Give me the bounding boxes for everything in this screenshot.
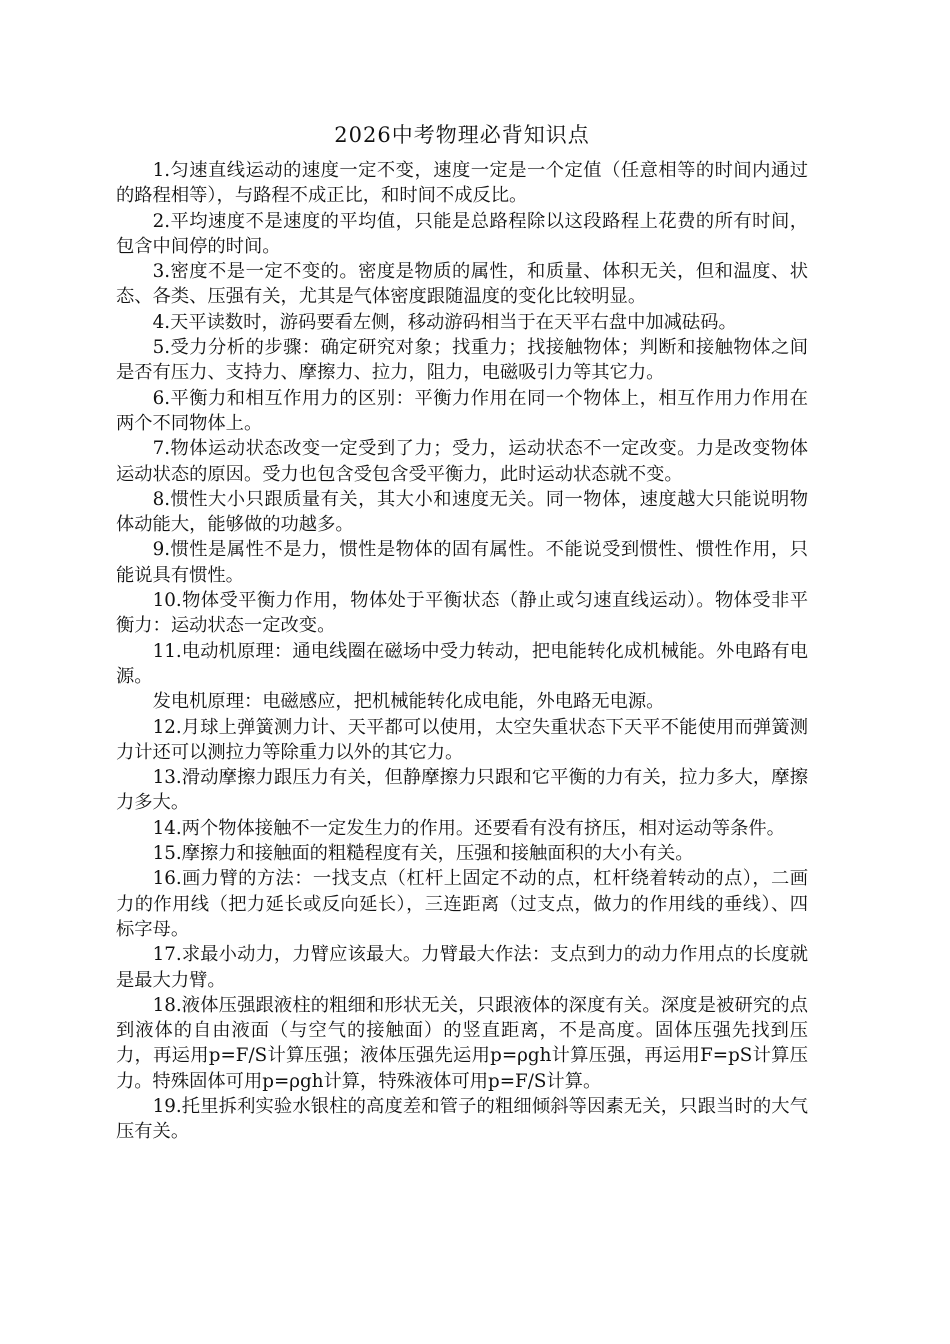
paragraph-14: 14.两个物体接触不一定发生力的作用。还要看有没有挤压，相对运动等条件。 (152, 817, 785, 839)
paragraph-12: 12.月球上弹簧测力计、天平都可以使用，太空失重状态下天平不能使用而弹簧测力计还可以测拉力等除重力以外的其它力。 (116, 716, 808, 763)
paragraph-2: 2.平均速度不是速度的平均值，只能是总路程除以这段路程上花费的所有时间，包含中间停的时间。 (116, 210, 808, 257)
paragraph-11-generator: 发电机原理：电磁感应，把机械能转化成电能，外电路无电源。 (152, 691, 665, 713)
document-page (116, 118, 808, 1145)
paragraph-6: 6.平衡力和相互作用力的区别：平衡力作用在同一个物体上，相互作用力作用在两个不同物体上。 (116, 387, 808, 434)
paragraph-15: 15.摩擦力和接触面的粗糙程度有关，压强和接触面积的大小有关。 (152, 843, 694, 865)
paragraph-16: 16.画力臂的方法：一找支点（杠杆上固定不动的点，杠杆绕着转动的点），二画力的作用线（把力延长或反向延长），三连距离（过支点，做力的作用线的垂线）、四标字母。 (116, 868, 808, 940)
paragraph-10: 10.物体受平衡力作用，物体处于平衡状态（静止或匀速直线运动）。物体受非平衡力：运动状态一定改变。 (116, 590, 808, 637)
paragraph-19: 19.托里拆利实验水银柱的高度差和管子的粗细倾斜等因素无关，只跟当时的大气压有关。 (116, 1095, 808, 1143)
paragraph-9: 9.惯性是属性不是力，惯性是物体的固有属性。不能说受到惯性、惯性作用，只能说具有惯性。 (116, 539, 808, 586)
paragraph-13: 13.滑动摩擦力跟压力有关，但静摩擦力只跟和它平衡的力有关，拉力多大，摩擦力多大。 (116, 767, 808, 814)
paragraph-17: 17.求最小动力，力臂应该最大。力臂最大作法：支点到力的动力作用点的长度就是最大力臂。 (116, 944, 808, 991)
paragraph-4: 4.天平读数时，游码要看左侧，移动游码相当于在天平右盘中加减砝码。 (152, 311, 737, 333)
paragraph-5: 5.受力分析的步骤：确定研究对象；找重力；找接触物体；判断和接触物体之间是否有压力、支持力、摩擦力、拉力，阻力，电磁吸引力等其它力。 (116, 337, 808, 384)
paragraph-8: 8.惯性大小只跟质量有关，其大小和速度无关。同一物体，速度越大只能说明物体动能大，能够做的功越多。 (116, 488, 808, 536)
document-body (116, 158, 808, 1145)
paragraph-11: 11.电动机原理：通电线圈在磁场中受力转动，把电能转化成机械能。外电路有电源。 (116, 640, 808, 687)
paragraph-1: 1.匀速直线运动的速度一定不变，速度一定是一个定值（任意相等的时间内通过的路程相等），与路程不成正比，和时间不成反比。 (116, 160, 808, 207)
document-title: 2026中考物理必背知识点 (334, 123, 590, 147)
paragraph-18: 18.液体压强跟液柱的粗细和形状无关，只跟液体的深度有关。深度是被研究的点到液体的自由液面（与空气的接触面）的竖直距离，不是高度。固体压强先找到压力，再运用p=F/S计算压强；液体压强先运用p=ρgh计算压强，再运用F=pS计算压力。特殊固体可用p=ρgh计算，特殊液体可用p=F/S计算。 (116, 994, 808, 1092)
paragraph-7: 7.物体运动状态改变一定受到了力；受力，运动状态不一定改变。力是改变物体运动状态的原因。受力也包含受包含受平衡力，此时运动状态就不变。 (116, 438, 808, 485)
paragraph-3: 3.密度不是一定不变的。密度是物质的属性，和质量、体积无关，但和温度、状态、各类、压强有关，尤其是气体密度跟随温度的变化比较明显。 (116, 261, 808, 308)
